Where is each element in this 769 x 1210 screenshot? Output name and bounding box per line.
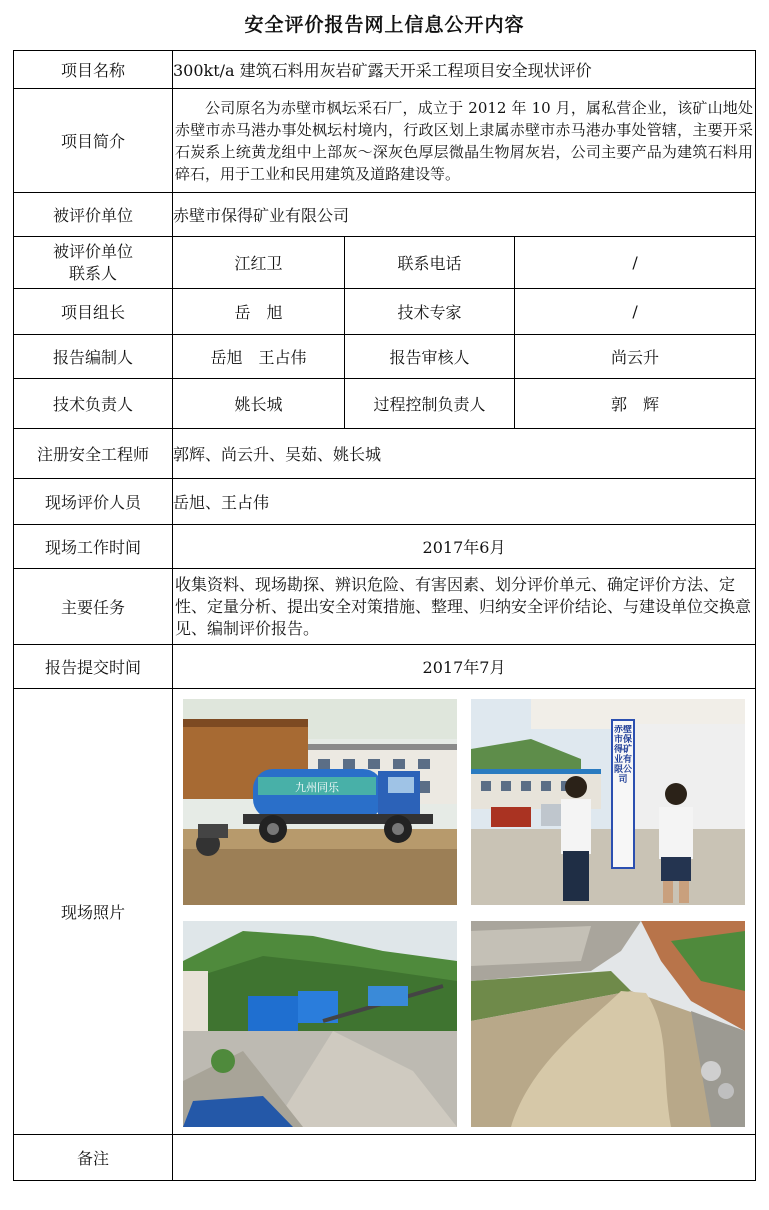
row-engineers xyxy=(14,429,756,479)
team-leader-value: 岳 旭 xyxy=(173,289,345,335)
phone-value: / xyxy=(515,237,756,289)
submit-time-label: 报告提交时间 xyxy=(14,645,173,689)
row-project-name xyxy=(14,51,756,89)
project-intro-cell xyxy=(173,89,756,193)
contact-label xyxy=(14,237,173,289)
remarks-value xyxy=(173,1135,756,1181)
project-name-value: 300kt/a 建筑石料用灰岩矿露天开采工程项目安全现状评价 xyxy=(173,51,756,89)
contact-value: 江红卫 xyxy=(173,237,345,289)
row-submit-time xyxy=(14,645,756,689)
photo-quarry-road xyxy=(471,921,745,1127)
expert-value: / xyxy=(515,289,756,335)
tech-lead-label: 技术负责人 xyxy=(14,379,173,429)
photo-company-sign xyxy=(471,699,745,905)
phone-label: 联系电话 xyxy=(345,237,515,289)
site-staff-label: 现场评价人员 xyxy=(14,479,173,525)
compiler-label: 报告编制人 xyxy=(14,335,173,379)
photos-cell xyxy=(173,689,756,1135)
company-sign-text: 赤壁市保得矿业有限公司 xyxy=(613,724,632,785)
photo-water-truck xyxy=(183,699,457,905)
project-intro-label: 项目简介 xyxy=(14,89,173,193)
process-label: 过程控制负责人 xyxy=(345,379,515,429)
site-time-label: 现场工作时间 xyxy=(14,525,173,569)
row-tech-lead xyxy=(14,379,756,429)
engineers-label: 注册安全工程师 xyxy=(14,429,173,479)
project-intro-value: 公司原名为赤壁市枫坛采石厂，成立于 2012 年 10 月，属私营企业，该矿山地处赤壁市赤马港办事处枫坛村境内，行政区划上隶属赤壁市赤马港办事处管辖，主要开采石炭系上统黄龙组中上部灰～深灰色厚层微晶生物屑灰岩，公司主要产品为建筑石料用碎石，用于工业和民用建筑及道路建设等。 xyxy=(175,98,754,183)
row-project-intro xyxy=(14,89,756,193)
reviewer-value: 尚云升 xyxy=(515,335,756,379)
row-main-tasks xyxy=(14,569,756,645)
info-table xyxy=(13,50,756,1181)
main-tasks-value: 收集资料、现场勘探、辨识危险、有害因素、划分评价单元、确定评价方法、定性、定量分析、提出安全对策措施、整理、归纳安全评价结论、与建设单位交换意见、编制评价报告。 xyxy=(175,574,752,638)
team-leader-label: 项目组长 xyxy=(14,289,173,335)
tech-lead-value: 姚长城 xyxy=(173,379,345,429)
remarks-label: 备注 xyxy=(14,1135,173,1181)
submit-time-value: 2017年7月 xyxy=(173,645,756,689)
row-evaluated-unit xyxy=(14,193,756,237)
row-site-staff xyxy=(14,479,756,525)
page-title: 安全评价报告网上信息公开内容 xyxy=(244,14,525,36)
project-name-label: 项目名称 xyxy=(14,51,173,89)
contact-label-line1: 被评价单位 xyxy=(52,241,133,261)
site-time-value: 2017年6月 xyxy=(173,525,756,569)
photos-label: 现场照片 xyxy=(14,689,173,1135)
contact-label-line2: 联系人 xyxy=(68,263,117,283)
main-tasks-label: 主要任务 xyxy=(14,569,173,645)
photo-crusher-plant xyxy=(183,921,457,1127)
site-staff-value: 岳旭、王占伟 xyxy=(173,479,756,525)
row-photos xyxy=(14,689,756,1135)
process-value: 郭 辉 xyxy=(515,379,756,429)
main-tasks-cell xyxy=(173,569,756,645)
row-remarks xyxy=(14,1135,756,1181)
row-contact xyxy=(14,237,756,289)
row-compiler xyxy=(14,335,756,379)
reviewer-label: 报告审核人 xyxy=(345,335,515,379)
evaluated-unit-value: 赤壁市保得矿业有限公司 xyxy=(173,193,756,237)
expert-label: 技术专家 xyxy=(345,289,515,335)
evaluated-unit-label: 被评价单位 xyxy=(14,193,173,237)
compiler-value: 岳旭 王占伟 xyxy=(173,335,345,379)
engineers-value: 郭辉、尚云升、吴茹、姚长城 xyxy=(173,429,756,479)
row-team-leader xyxy=(14,289,756,335)
photo-grid xyxy=(173,691,755,1133)
truck-label: 九州同乐 xyxy=(295,780,339,794)
row-site-time xyxy=(14,525,756,569)
